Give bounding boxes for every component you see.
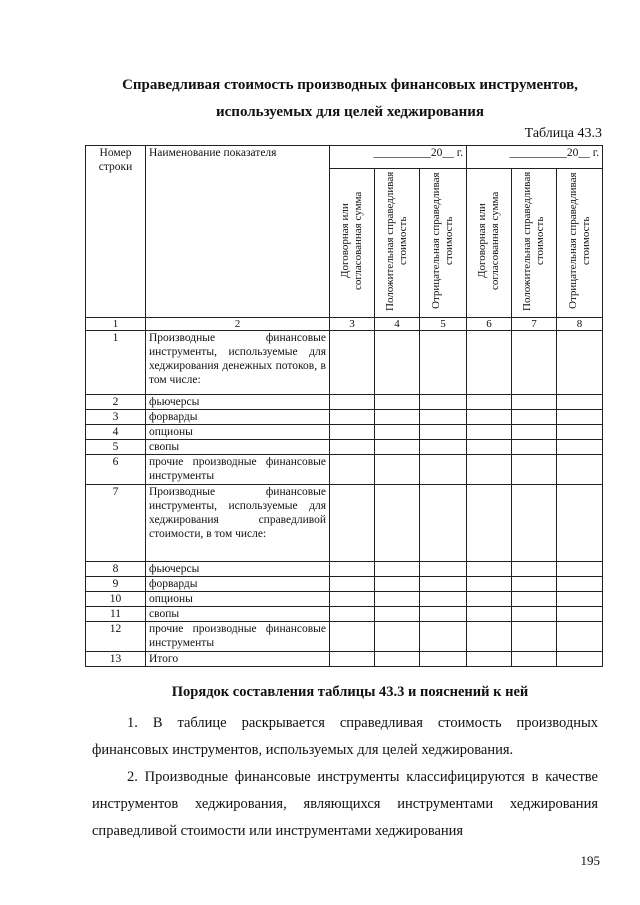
value-cell <box>375 622 420 652</box>
row-name: свопы <box>146 440 330 455</box>
header-positive-fair-value-2: Положительная справедливая стоимость <box>521 171 547 311</box>
value-cell <box>375 410 420 425</box>
value-cell <box>330 577 375 592</box>
header-cell <box>330 169 375 318</box>
value-cell <box>557 331 603 395</box>
value-cell <box>557 425 603 440</box>
header-cell <box>375 169 420 318</box>
header-contract-amount-1: Договорная или согласованная сумма <box>339 191 364 291</box>
row-name: Производные финансовые инструменты, используемые для хеджирования справедливой стоимости, в том числе: <box>146 485 330 562</box>
value-cell <box>420 652 467 667</box>
value-cell <box>375 425 420 440</box>
value-cell <box>420 607 467 622</box>
value-cell <box>330 607 375 622</box>
value-cell <box>375 562 420 577</box>
row-number: 7 <box>86 485 146 562</box>
paragraph-1: 1. В таблице раскрывается справедливая стоимость производных финансовых инструментов, используемых для целей хеджирования. <box>92 715 598 758</box>
value-cell <box>330 592 375 607</box>
value-cell <box>420 410 467 425</box>
value-cell <box>557 485 603 562</box>
value-cell <box>375 455 420 485</box>
row-name: опционы <box>146 592 330 607</box>
row-number: 2 <box>86 395 146 410</box>
row-number: 9 <box>86 577 146 592</box>
table-row <box>86 652 603 667</box>
value-cell <box>330 622 375 652</box>
column-number: 1 <box>86 318 146 331</box>
value-cell <box>420 577 467 592</box>
value-cell <box>420 331 467 395</box>
row-number: 3 <box>86 410 146 425</box>
value-cell <box>557 622 603 652</box>
table-row <box>86 440 603 455</box>
table-row <box>86 455 603 485</box>
table-row <box>86 425 603 440</box>
value-cell <box>375 440 420 455</box>
header-cell <box>557 169 603 318</box>
value-cell <box>467 425 512 440</box>
header-negative-fair-value-2: Отрицательная справедливая стоимость <box>566 172 592 310</box>
value-cell <box>467 455 512 485</box>
value-cell <box>330 395 375 410</box>
derivatives-fair-value-table <box>85 145 603 667</box>
value-cell <box>512 455 557 485</box>
value-cell <box>512 652 557 667</box>
row-number: 5 <box>86 440 146 455</box>
value-cell <box>557 440 603 455</box>
table-row <box>86 485 603 562</box>
row-name: свопы <box>146 607 330 622</box>
row-number: 12 <box>86 622 146 652</box>
value-cell <box>467 622 512 652</box>
column-number: 3 <box>330 318 375 331</box>
row-number: 13 <box>86 652 146 667</box>
table-row <box>86 562 603 577</box>
value-cell <box>557 562 603 577</box>
page-title-line2: используемых для целей хеджирования <box>216 104 484 120</box>
column-number: 8 <box>557 318 603 331</box>
row-number: 1 <box>86 331 146 395</box>
table-row <box>86 622 603 652</box>
row-number: 8 <box>86 562 146 577</box>
header-cell <box>512 169 557 318</box>
paragraph-2: 2. Производные финансовые инструменты классифицируются в качестве инструментов хеджирования, являющихся инструментами хеджирования справедливой стоимости или инструментами хеджирования <box>92 769 598 839</box>
row-name: опционы <box>146 425 330 440</box>
value-cell <box>467 410 512 425</box>
value-cell <box>512 592 557 607</box>
value-cell <box>375 395 420 410</box>
value-cell <box>467 652 512 667</box>
value-cell <box>512 410 557 425</box>
header-contract-amount-2: Договорная или согласованная сумма <box>476 191 502 291</box>
value-cell <box>467 331 512 395</box>
row-number: 4 <box>86 425 146 440</box>
value-cell <box>420 455 467 485</box>
table-label: Таблица 43.3 <box>524 126 602 141</box>
value-cell <box>512 331 557 395</box>
value-cell <box>375 652 420 667</box>
column-number: 5 <box>420 318 467 331</box>
table-row <box>86 577 603 592</box>
table-row <box>86 395 603 410</box>
header-indicator: Наименование показателя <box>146 146 330 318</box>
value-cell <box>420 622 467 652</box>
value-cell <box>375 607 420 622</box>
header-period-1: __________20__ г. <box>330 146 467 169</box>
page-number: 195 <box>580 853 600 868</box>
header-cell <box>467 169 512 318</box>
value-cell <box>512 425 557 440</box>
table-row <box>86 607 603 622</box>
value-cell <box>330 410 375 425</box>
column-number: 7 <box>512 318 557 331</box>
value-cell <box>557 410 603 425</box>
row-number: 10 <box>86 592 146 607</box>
row-number: 6 <box>86 455 146 485</box>
table-row <box>86 592 603 607</box>
row-name: прочие производные финансовые инструменты <box>146 622 330 652</box>
header-row-number: Номер строки <box>86 146 146 318</box>
value-cell <box>467 562 512 577</box>
header-negative-fair-value-1: Отрицательная справедливая стоимость <box>430 172 455 310</box>
value-cell <box>375 592 420 607</box>
value-cell <box>467 440 512 455</box>
value-cell <box>375 485 420 562</box>
value-cell <box>467 607 512 622</box>
value-cell <box>375 577 420 592</box>
row-name: фьючерсы <box>146 562 330 577</box>
value-cell <box>330 331 375 395</box>
column-number-row <box>86 318 603 331</box>
value-cell <box>420 395 467 410</box>
value-cell <box>330 652 375 667</box>
value-cell <box>557 455 603 485</box>
value-cell <box>420 562 467 577</box>
value-cell <box>557 652 603 667</box>
table-row <box>86 410 603 425</box>
value-cell <box>330 485 375 562</box>
value-cell <box>330 562 375 577</box>
column-number: 4 <box>375 318 420 331</box>
value-cell <box>557 395 603 410</box>
value-cell <box>467 395 512 410</box>
row-name: форварды <box>146 410 330 425</box>
value-cell <box>420 485 467 562</box>
value-cell <box>512 440 557 455</box>
value-cell <box>557 577 603 592</box>
header-period-2: __________20__ г. <box>467 146 603 169</box>
row-name: форварды <box>146 577 330 592</box>
table-row <box>86 331 603 395</box>
value-cell <box>557 592 603 607</box>
value-cell <box>330 440 375 455</box>
value-cell <box>512 622 557 652</box>
row-name: фьючерсы <box>146 395 330 410</box>
value-cell <box>420 440 467 455</box>
header-positive-fair-value-1: Положительная справедливая стоимость <box>384 171 409 311</box>
value-cell <box>512 395 557 410</box>
value-cell <box>467 592 512 607</box>
value-cell <box>512 562 557 577</box>
value-cell <box>330 425 375 440</box>
value-cell <box>330 455 375 485</box>
value-cell <box>420 425 467 440</box>
value-cell <box>375 331 420 395</box>
value-cell <box>467 485 512 562</box>
value-cell <box>512 607 557 622</box>
section-title: Порядок составления таблицы 43.3 и пояснений к ней <box>171 684 529 700</box>
row-name: Производные финансовые инструменты, используемые для хеджирования денежных потоков, в том числе: <box>146 331 330 395</box>
column-number: 6 <box>467 318 512 331</box>
row-name: Итого <box>146 652 330 667</box>
value-cell <box>557 607 603 622</box>
value-cell <box>467 577 512 592</box>
value-cell <box>512 485 557 562</box>
header-cell <box>420 169 467 318</box>
row-name: прочие производные финансовые инструменты <box>146 455 330 485</box>
value-cell <box>420 592 467 607</box>
page-title-line1: Справедливая стоимость производных финансовых инструментов, <box>122 77 578 93</box>
column-number: 2 <box>146 318 330 331</box>
value-cell <box>512 577 557 592</box>
row-number: 11 <box>86 607 146 622</box>
